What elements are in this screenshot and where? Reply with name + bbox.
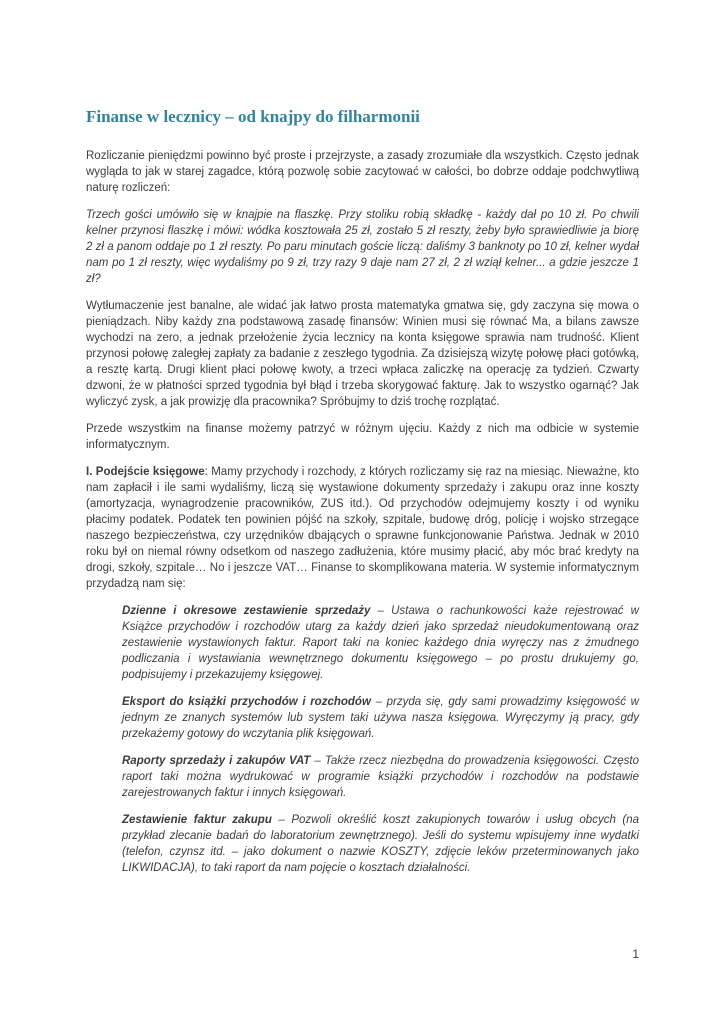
paragraph-intro: Rozliczanie pieniędzmi powinno być proste i przejrzyste, a zasady zrozumiałe dla wszystkich. Często jednak wygląda to jak w starej zagadce, którą pozwolę sobie zacytować w całości, bo dobrze oddaje podchwytliwą naturę rozliczeń: [86,150,639,194]
list-item-vat-reports [122,753,639,801]
paragraph-section-accounting [86,464,639,592]
list-item-text: – Pozwoli określić koszt zakupionych towarów i usług obcych (na przykład zlecanie badań do laboratorium zewnętrznego). Jeśli do systemu wpisujemy inne wydatki (telefon, czynsz itd. – jako dokument o nazwie KOSZTY, zdjęcie leków przeterminowanych jako LIKWIDACJA), to taki raport da nam pojęcie o kosztach działalności. [122,814,640,874]
list-item-purchase-invoices [122,812,639,876]
section-accounting-heading: I. Podejście księgowe [86,466,205,478]
list-item-lead: Raporty sprzedaży i zakupów VAT [122,755,311,767]
paragraph-transition: Przede wszystkim na finanse możemy patrzyć w różnym ujęciu. Każdy z nich ma odbicie w systemie informatycznym. [86,423,639,451]
list-item-daily-sales-report [122,603,639,683]
list-item-lead: Zestawienie faktur zakupu [122,814,272,826]
document-body [86,148,639,876]
page-number: 1 [632,947,639,961]
list-item-ledger-export [122,694,639,742]
list-item-text: – Ustawa o rachunkowości każe rejestrować w Książce przychodów i rozchodów utarg za każdy dzień jako sprzedaż nieudokumentowaną oraz zestawienie wystawionych faktur. Raport taki na koniec każdego dnia wyręczy nas z żmudnego podliczania i wystawiania wewnętrznego dokumentu księgowego – po prostu drukujemy go, podpisujemy i przekazujemy księgowej. [122,605,639,681]
list-item-text: – Także rzecz niezbędna do prowadzenia księgowości. Często raport taki można wydrukować w programie książki przychodów i rozchodów na podstawie zarejestrowanych faktur i innych księgowań. [122,755,639,799]
section-accounting-text: : Mamy przychody i rozchody, z których rozliczamy się raz na miesiąc. Nieważne, kto nam zapłacił i ile sami wydaliśmy, liczą się wystawione dokumenty sprzedaży i zakupu oraz inne koszty (amortyzacja, wynagrodzenie pracowników, ZUS itd.). Od przychodów odejmujemy koszty i od wyniku płacimy podatek. Podatek ten powinien pójść na szkoły, szpitale, budowę dróg, policję i wojsko strzegące naszego bezpieczeństwa, czy urzędników dbających o sprawne funkcjonowanie Państwa. Jednak w 2010 roku był on niemal równy odsetkom od naszego zadłużenia, które musimy płacić, aby móc brać kredyty na drogi, szkoły, szpitale… No i jeszcze VAT… Finanse to skomplikowana materia. W systemie informatycznym przydadzą nam się: [86,466,639,590]
list-item-lead: Dzienne i okresowe zestawienie sprzedaży [122,605,371,617]
list-item-lead: Eksport do książki przychodów i rozchodów [122,696,371,708]
paragraph-explanation: Wytłumaczenie jest banalne, ale widać jak łatwo prosta matematyka gmatwa się, gdy zaczyna się mowa o pieniądzach. Niby każdy zna podstawową zasadę finansów: Winien musi się równać Ma, a bilans zawsze wychodzi na zero, a jednak przełożenie życia lecznicy na konta księgowe sprawia nam trudność. Klient przynosi połowę zaległej zapłaty za badanie z zeszłego tygodnia. Za dzisiejszą wizytę połowę płaci gotówką, a resztę kartą. Drugi klient płaci połowę kwoty, a trzeci wpłaca zaliczkę na operację za tydzień. Czwarty dzwoni, że w płatności sprzed tygodnia był błąd i trzeba skorygować fakturę. Jak to wszystko ogarnąć? Jak wyliczyć zysk, a jak prowizję dla pracownika? Spróbujmy to dziś trochę rozplątać. [86,300,639,408]
list-item-text: – przyda się, gdy sami prowadzimy księgowość w jednym ze znanych systemów lub system taki używa nasza księgowa. Wyręczymy ją pracy, gdy przekażemy gotowy do wczytania plik księgowań. [122,696,639,740]
document-title: Finanse w lecznicy – od knajpy do filharmonii [86,107,420,126]
paragraph-riddle-quote: Trzech gości umówiło się w knajpie na flaszkę. Przy stoliku robią składkę - każdy dał po 10 zł. Po chwili kelner przynosi flaszkę i mówi: wódka kosztowała 25 zł, zostało 5 zł reszty, żeby było sprawiedliwie ja biorę 2 zł a panom oddaje po 1 zł reszty. Po paru minutach goście liczą: daliśmy 3 banknoty po 10 zł, kelner wydał nam po 1 zł reszty, więc wydaliśmy po 9 zł, trzy razy 9 daje nam 27 zł, 2 zł wziął kelner... a gdzie jeszcze 1 zł? [86,209,639,285]
